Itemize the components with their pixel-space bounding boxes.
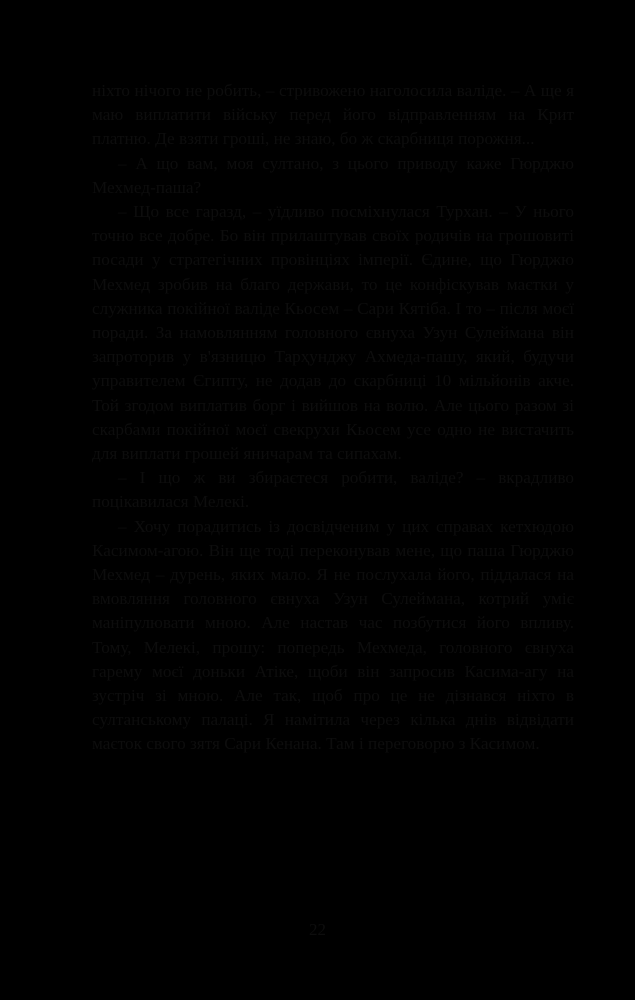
page-body-text [92,79,574,757]
paragraph-1: ніхто нічого не робить, – стривожено наголосила валіде. – А ще я маю виплатити війську перед його відправленням на Крит платню. Де взяти гроші, не знаю, бо ж скарбниця порожня... [92,81,574,149]
paragraph-3: – Що все гаразд, – уїдливо посміхнулася Турхан. – У нього точно все добре. Бо він прилаштував своїх родичів на грошовиті посади у стратегічних провінціях імперії. Єдине, що Гюрджю Мехмед зробив на благо держави, то це конфіскував маєтки у служника покійної валіде Кьосем – Сари Кятіба. І то – після моєї поради. За намовлянням головного євнуха Узун Сулеймана він запроторив у в'язницю Тарҳунджу Ахмеда-пашу, який, будучи управителем Єгипту, не додав до скарбниці 10 мільйонів акче. Той згодом виплатив борг і вийшов на волю. Але цього разом зі скарбами покійної моєї свекрухи Кьосем усе одно не вистачить для виплати грошей яничарам та сипахам. [92,202,574,464]
paragraph-2: – А що вам, моя султано, з цього приводу каже Гюрджю Мехмед-паша? [92,153,574,197]
paragraph-4: – І що ж ви збираєтеся робити, валіде? – вкрадливо поцікавилася Мелекі. [92,468,574,512]
paragraph-5: – Хочу порадитись із досвідченим у цих справах кетхюдою Касимом-агою. Він ще тоді переконував мене, що паша Гюрджю Мехмед – дурень, яких мало. Я не послухала його, піддалася на вмовляння головного євнуха Узун Сулеймана, котрий уміє маніпулювати мною. Але настав час позбутися його впливу. Тому, Мелекі, прошу: попередь Мехмеда, головного євнуха гарему моєї доньки Атіке, щоби він запросив Касима-агу на зустріч зі мною. Але так, щоб про це не дізнався ніхто в султанському палаці. Я намітила через кілька днів відвідати маєток свого зятя Сари Кенана. Там і переговорю з Касимом. [92,516,574,754]
page-number: 22 [309,920,326,939]
